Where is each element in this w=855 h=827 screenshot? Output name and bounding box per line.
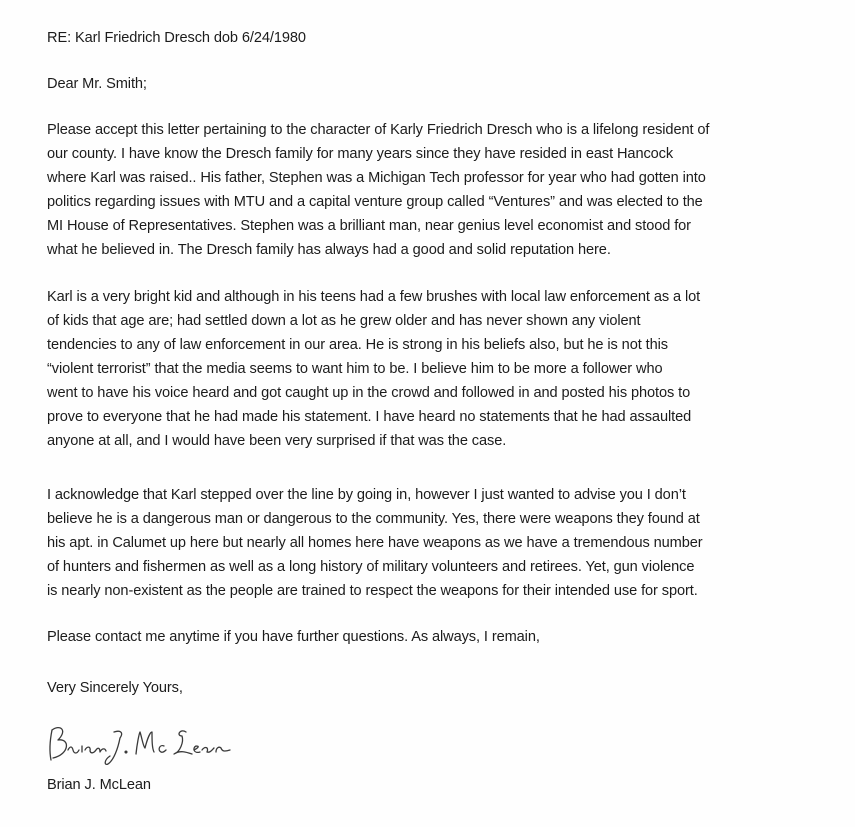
handwritten-signature (44, 720, 244, 770)
text-line: anyone at all, and I would have been very surprised if that was the case. (47, 433, 507, 449)
paragraph-character (47, 285, 847, 453)
re-line: RE: Karl Friedrich Dresch dob 6/24/1980 (47, 30, 306, 46)
text-line: believe he is a dangerous man or dangerous to the community. Yes, there were weapons they found at (47, 511, 700, 527)
text-line: what he believed in. The Dresch family has always had a good and solid reputation here. (47, 242, 611, 258)
paragraph-contact (47, 625, 847, 649)
text-line: where Karl was raised.. His father, Stephen was a Michigan Tech professor for year who had gotten into (47, 170, 706, 186)
closing: Very Sincerely Yours, (47, 680, 183, 696)
text-line: prove to everyone that he had made his statement. I have heard no statements that he had assaulted (47, 409, 692, 425)
salutation: Dear Mr. Smith; (47, 76, 147, 92)
text-line: of hunters and fishermen as well as a long history of military volunteers and retirees. Yet, gun violence (47, 559, 695, 575)
text-line: tendencies to any of law enforcement in our area. He is strong in his beliefs also, but he is not this (47, 337, 668, 353)
paragraph-family-background (47, 118, 847, 262)
text-line: MI House of Representatives. Stephen was a brilliant man, near genius level economist and stood for (47, 218, 691, 234)
text-line: Please accept this letter pertaining to the character of Karly Friedrich Dresch who is a lifelong resident of (47, 122, 710, 138)
text-line: of kids that age are; had settled down a lot as he grew older and has never shown any violent (47, 313, 641, 329)
text-line: I acknowledge that Karl stepped over the line by going in, however I just wanted to advise you I don’t (47, 487, 686, 503)
signer-name: Brian J. McLean (47, 777, 151, 793)
text-line: his apt. in Calumet up here but nearly all homes here have weapons as we have a tremendous number (47, 535, 703, 551)
paragraph-acknowledgement (47, 483, 847, 603)
text-line: went to have his voice heard and got caught up in the crowd and followed in and posted his photos to (47, 385, 691, 401)
text-line: is nearly non-existent as the people are trained to respect the weapons for their intended use for sport. (47, 583, 698, 599)
text-line: Please contact me anytime if you have further questions. As always, I remain, (47, 629, 540, 645)
text-line: politics regarding issues with MTU and a capital venture group called “Ventures” and was elected to the (47, 194, 703, 210)
text-line: our county. I have know the Dresch family for many years since they have resided in east Hancock (47, 146, 674, 162)
text-line: Karl is a very bright kid and although in his teens had a few brushes with local law enforcement as a lot (47, 289, 701, 305)
text-line: “violent terrorist” that the media seems to want him to be. I believe him to be more a follower who (47, 361, 663, 377)
